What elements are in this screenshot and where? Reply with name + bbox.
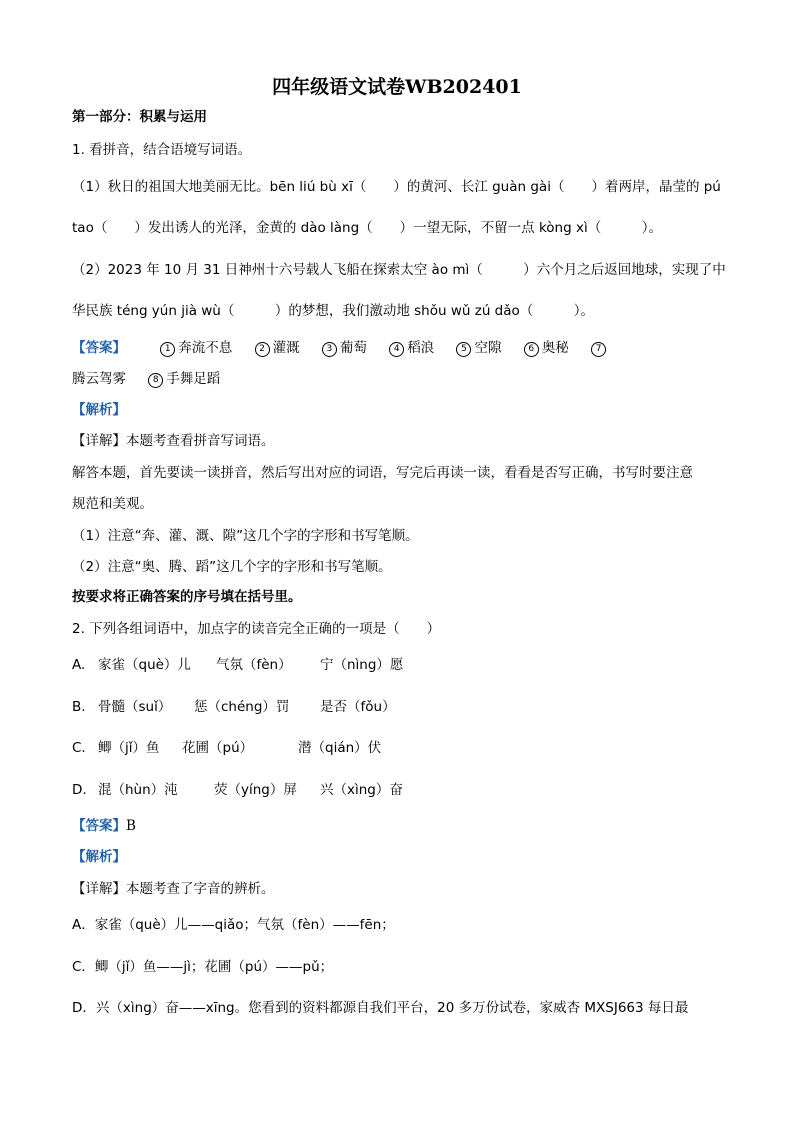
part-heading: 第一部分：积累与运用 xyxy=(72,109,207,125)
answer-item-word: 腾云驾雾 xyxy=(72,371,126,387)
q2-stem: 2. 下列各组词语中，加点字的读音完全正确的一项是（ ） xyxy=(72,621,441,637)
q1-line-2: tao（ ）发出诱人的光泽，金黄的 dào làng（ ）一望无际，不留一点 kòng xì（ ）。 xyxy=(72,220,662,236)
q1-explanation-4: （2）注意“奥、腾、蹈”这几个字的字形和书写笔顺。 xyxy=(72,559,392,575)
answer-item: 6 奥秘 xyxy=(524,340,569,356)
page-title: 四年级语文试卷WB202401 xyxy=(272,76,522,98)
q2-detail: 【详解】本题考查了字音的辨析。 xyxy=(72,881,275,897)
q2-explanation-d: D．兴（xìng）奋——xīng。您看到的资料都源自我们平台，20 多万份试卷，家威杏 MXSJ663 每日最 xyxy=(72,1000,689,1016)
answer-value: B xyxy=(126,818,136,834)
q1-line-4: 华民族 téng yún jià wù（ ）的梦想，我们激动地 shǒu wǔ zú dǎo（ ）。 xyxy=(72,303,595,319)
answer-item: 2 灌溉 xyxy=(255,340,300,356)
q2-analysis-label: 【解析】 xyxy=(72,849,126,865)
answer-item: 4 稻浪 xyxy=(389,340,434,356)
q1-explanation-2: 规范和美观。 xyxy=(72,496,153,512)
answer-item: 3 葡萄 xyxy=(322,340,367,356)
answer-label: 【答案】 xyxy=(72,818,126,834)
q1-stem: 1. 看拼音，结合语境写词语。 xyxy=(72,142,252,158)
q1-explanation-1: 解答本题，首先要读一读拼音，然后写出对应的词语，写完后再读一读，看看是否写正确，书写时要注意 xyxy=(72,465,693,481)
section-instruction: 按要求将正确答案的序号填在括号里。 xyxy=(72,589,302,605)
q2-option-b: B. 骨髓（suǐ） 惩（chéng）罚 是否（fǒu） xyxy=(72,699,396,715)
q1-explanation-3: （1）注意“奔、灌、溉、隙”这几个字的字形和书写笔顺。 xyxy=(72,528,419,544)
q2-answer xyxy=(72,817,136,835)
q2-option-d: D. 混（hùn）沌 荧（yíng）屏 兴（xìng）奋 xyxy=(72,782,403,798)
q1-line-3: （2）2023 年 10 月 31 日神州十六号载人飞船在探索太空 ào mì（ ）六个月之后返回地球，实现了中 xyxy=(72,262,726,278)
q1-detail: 【详解】本题考查看拼音写词语。 xyxy=(72,433,275,449)
q1-analysis-label: 【解析】 xyxy=(72,402,126,418)
answer-item: 5 空隙 xyxy=(456,340,501,356)
q2-explanation-a: A．家雀（què）儿——qiǎo；气氛（fèn）——fēn； xyxy=(72,917,395,933)
answer-item: 8 手舞足蹈 xyxy=(148,371,220,387)
q1-answer-row-1 xyxy=(72,339,609,357)
q1-line-1: （1）秋日的祖国大地美丽无比。bēn liú bù xī（ ）的黄河、长江 guàn gài（ ）着两岸，晶莹的 pú xyxy=(72,179,721,195)
q2-explanation-c: C．鲫（jǐ）鱼——jì；花圃（pú）——pǔ； xyxy=(72,959,334,975)
answer-item: 1 奔流不息 xyxy=(160,340,232,356)
q1-answer-row-2 xyxy=(72,370,238,388)
q2-option-c: C. 鲫（jǐ）鱼 花圃（pú） 潜（qián）伏 xyxy=(72,740,382,756)
answer-item: 7 xyxy=(591,340,609,356)
answer-label: 【答案】 xyxy=(72,340,126,356)
q2-option-a: A. 家雀（què）儿 气氛（fèn） 宁（nìng）愿 xyxy=(72,657,404,673)
